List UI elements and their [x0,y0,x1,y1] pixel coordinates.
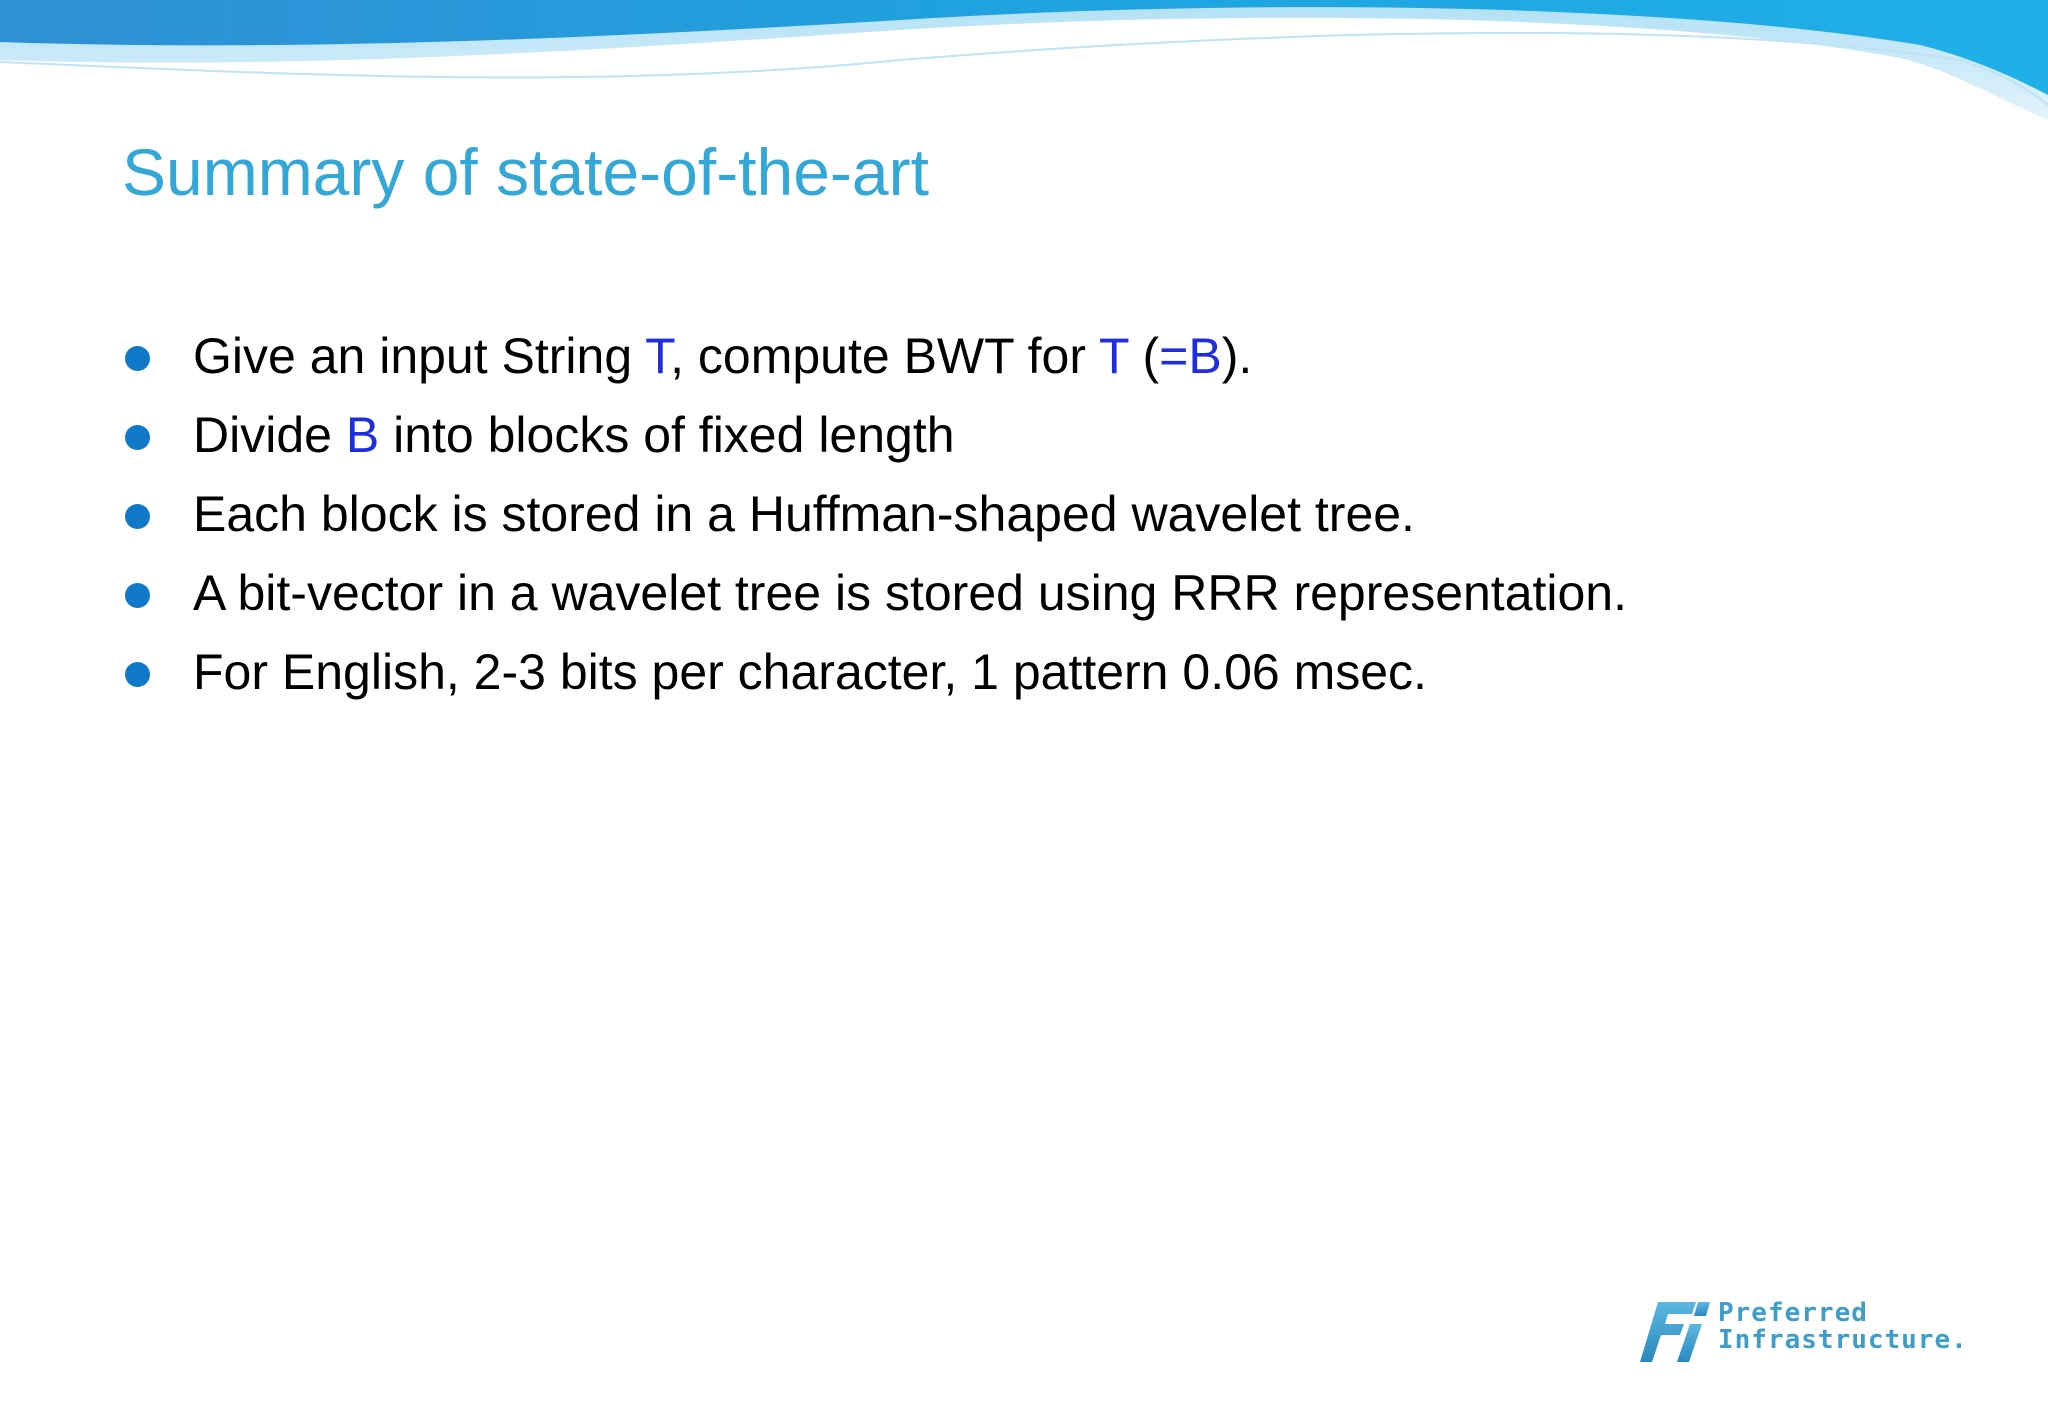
bullet-dot-icon [125,504,150,529]
bullet-text: Divide B into blocks of fixed length [193,407,955,463]
highlight-b: B [345,407,380,463]
highlight-t: T [645,328,671,384]
bullet-item [0,322,1627,401]
slide-title: Summary of state-of-the-art [122,135,929,209]
bullet-list [0,322,1627,717]
highlight-t: T [1098,328,1129,384]
pfi-logo-icon [1640,1300,1712,1364]
company-logo [1640,1296,1970,1366]
bullet-dot-icon [125,425,150,450]
bullet-text: Give an input String T, compute BWT for T (=B). [193,328,1253,384]
bullet-text: For English, 2-3 bits per character, 1 pattern 0.06 msec. [193,644,1427,700]
bullet-text: A bit-vector in a wavelet tree is stored using RRR representation. [193,565,1628,621]
bullet-item [0,559,1627,638]
logo-text-line1: Preferred [1718,1298,1868,1328]
logo-text-line2: Infrastructure. [1718,1325,1968,1355]
bullet-dot-icon [125,346,150,371]
header-wave-decoration [0,0,2048,140]
bullet-item [0,480,1627,559]
logo-text [1718,1300,1968,1354]
highlight-eq-b: =B [1159,328,1222,384]
bullet-item [0,638,1627,717]
bullet-dot-icon [125,583,150,608]
bullet-text: Each block is stored in a Huffman-shaped wavelet tree. [193,486,1415,542]
bullet-item [0,401,1627,480]
bullet-dot-icon [125,662,150,687]
